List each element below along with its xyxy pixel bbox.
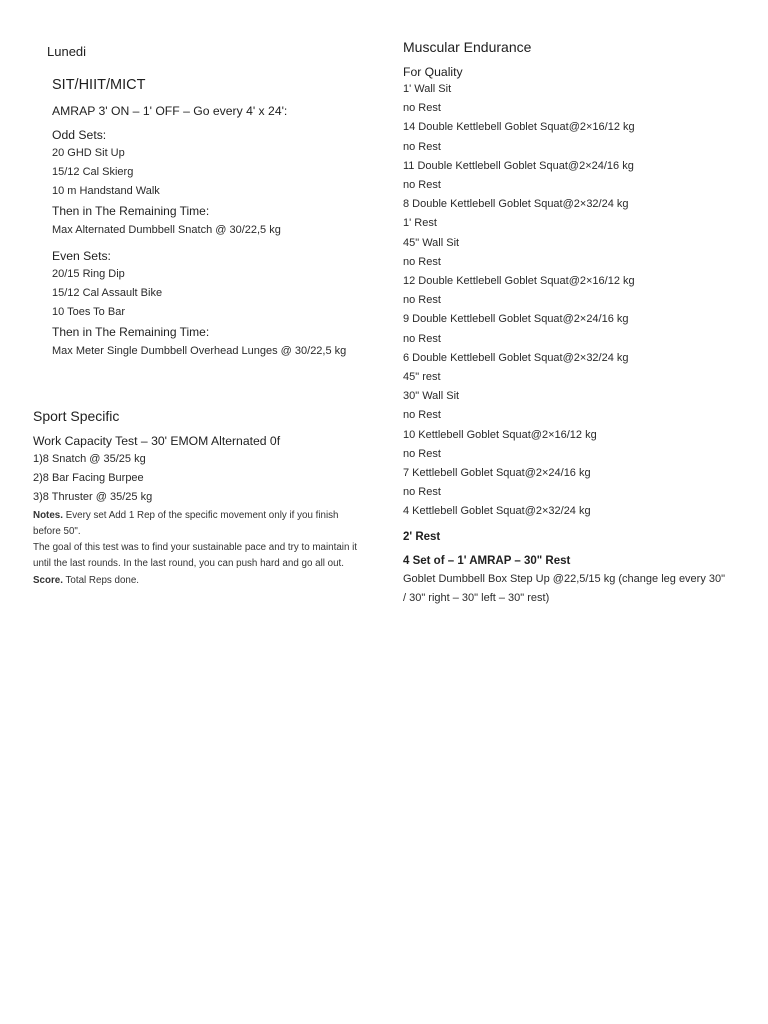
amrap-line: AMRAP 3' ON – 1' OFF – Go every 4' x 24':	[52, 104, 288, 118]
for-quality: For Quality	[403, 65, 463, 79]
muscular-line: 45" Wall Sit	[403, 236, 460, 249]
odd-sets-title: Odd Sets:	[52, 128, 107, 142]
odd-remaining-title: Then in The Remaining Time:	[52, 204, 210, 218]
score-label: Score.	[33, 575, 63, 586]
sport-subtitle: Work Capacity Test – 30' EMOM Alternated 0f	[33, 434, 281, 448]
sport-item: 3)8 Thruster @ 35/25 kg	[33, 491, 153, 503]
muscular-line: no Rest	[403, 447, 441, 460]
muscular-line: no Rest	[403, 102, 441, 115]
odd-item: 10 m Handstand Walk	[52, 185, 160, 197]
muscular-line: no Rest	[403, 179, 441, 191]
even-item: 20/15 Ring Dip	[52, 268, 125, 280]
odd-item: 15/12 Cal Skierg	[52, 166, 134, 178]
sport-item: 2)8 Bar Facing Burpee	[33, 472, 144, 484]
muscular-line: 10 Kettlebell Goblet Squat@2×16/12 kg	[403, 428, 597, 441]
muscular-line: no Rest	[403, 255, 441, 268]
muscular-line: no Rest	[403, 486, 441, 499]
rest-2: 2' Rest	[403, 531, 441, 543]
notes-text: Every set Add 1 Rep of the specific movement only if you finish	[65, 510, 339, 521]
set-line-2: / 30" right – 30" left – 30" rest)	[403, 592, 550, 604]
muscular-line: 12 Double Kettlebell Goblet Squat@2×16/12 kg	[403, 275, 635, 287]
muscular-title: Muscular Endurance	[403, 39, 532, 55]
goal-line-2: until the last rounds. In the last round, you can push hard and go all out.	[33, 558, 344, 569]
day-label: Lunedi	[47, 44, 87, 59]
score-line	[33, 575, 139, 586]
score-text: Total Reps done.	[65, 575, 140, 586]
notes-line-2: before 50".	[33, 526, 81, 537]
muscular-line: 14 Double Kettlebell Goblet Squat@2×16/12 kg	[403, 121, 635, 134]
odd-remaining-line: Max Alternated Dumbbell Snatch @ 30/22,5 kg	[52, 224, 281, 236]
odd-item: 20 GHD Sit Up	[52, 147, 125, 159]
muscular-line: 8 Double Kettlebell Goblet Squat@2×32/24 kg	[403, 198, 629, 211]
muscular-line: no Rest	[403, 332, 441, 345]
muscular-line: 7 Kettlebell Goblet Squat@2×24/16 kg	[403, 467, 591, 479]
sport-item: 1)8 Snatch @ 35/25 kg	[33, 453, 146, 465]
notes-line-1	[33, 510, 339, 521]
even-item: 10 Toes To Bar	[52, 306, 125, 318]
muscular-line: 9 Double Kettlebell Goblet Squat@2×24/16 kg	[403, 313, 629, 326]
muscular-line: 1' Wall Sit	[403, 83, 452, 95]
muscular-line: no Rest	[403, 409, 441, 422]
muscular-line: 11 Double Kettlebell Goblet Squat@2×24/16 kg	[403, 159, 634, 172]
even-remaining-line: Max Meter Single Dumbbell Overhead Lunges @ 30/22,5 kg	[52, 345, 347, 357]
muscular-line: 1' Rest	[403, 217, 437, 230]
muscular-line: no Rest	[403, 294, 441, 307]
even-item: 15/12 Cal Assault Bike	[52, 287, 163, 299]
muscular-line: no Rest	[403, 140, 441, 153]
even-sets-title: Even Sets:	[52, 249, 111, 263]
muscular-line: 30" Wall Sit	[403, 390, 460, 403]
even-remaining-title: Then in The Remaining Time:	[52, 325, 210, 339]
set-line-1: Goblet Dumbbell Box Step Up @22,5/15 kg (change leg every 30"	[403, 573, 726, 585]
sport-title: Sport Specific	[33, 408, 120, 424]
notes-label: Notes.	[33, 510, 63, 521]
muscular-line: 4 Kettlebell Goblet Squat@2×32/24 kg	[403, 505, 591, 518]
set-title: 4 Set of – 1' AMRAP – 30" Rest	[403, 555, 571, 567]
sit-title: SIT/HIIT/MICT	[52, 77, 146, 93]
goal-line-1: The goal of this test was to find your sustainable pace and try to maintain it	[33, 542, 358, 553]
muscular-line: 6 Double Kettlebell Goblet Squat@2×32/24 kg	[403, 351, 629, 364]
muscular-line: 45" rest	[403, 371, 441, 383]
